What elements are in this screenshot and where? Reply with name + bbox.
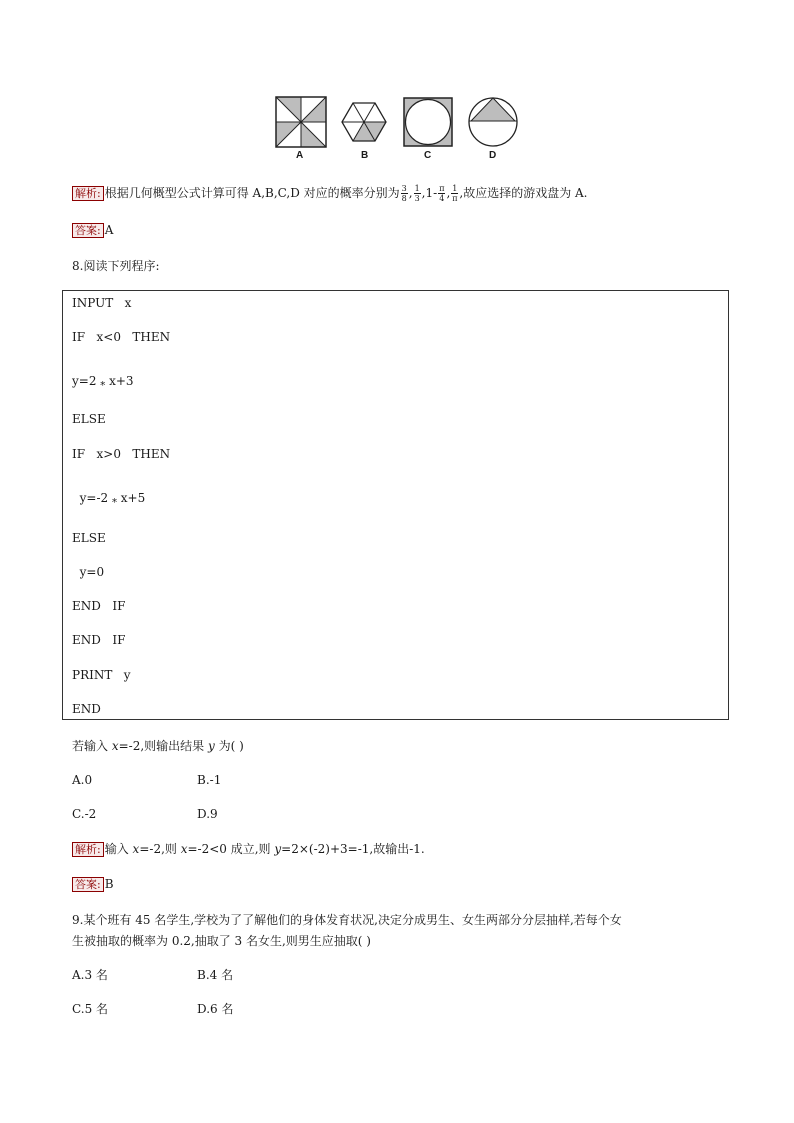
code-line: INPUT x xyxy=(72,296,132,310)
code-line: y=2 $_*$ x+3 xyxy=(72,374,134,392)
q7-answer xyxy=(72,222,113,238)
q8-answer-value: B xyxy=(104,877,114,891)
figure-label-c: C xyxy=(424,150,432,161)
q9-option-c: C.5 名 xyxy=(72,1002,109,1016)
q9-option-a: A.3 名 xyxy=(72,968,108,982)
code-line: ELSE xyxy=(72,412,106,426)
q9-stem-line-1: 9.某个班有 45 名学生,学校为了了解他们的身体发育状况,决定分成男生、女生两部分分层抽样,若每个女 xyxy=(72,913,622,927)
q7-analysis-text: 根据几何概型公式计算可得 A,B,C,D 对应的概率分别为 xyxy=(104,186,400,200)
code-line: END IF xyxy=(72,599,126,613)
code-line: END xyxy=(72,702,101,716)
figure-label-a: A xyxy=(296,150,304,161)
code-line: ELSE xyxy=(72,531,106,545)
code-line: IF x<0 THEN xyxy=(72,330,171,344)
code-box xyxy=(62,290,729,720)
q8-analysis: 解析: 输入 x=-2,则 x=-2<0 成立,则 y=2×(-2)+3=-1,故输出-1. xyxy=(72,841,425,857)
analysis-tag: 解析: xyxy=(72,842,104,857)
fraction: $\frac{\pi}{4}$ xyxy=(439,184,445,203)
fraction: $\frac{1}{3}$ xyxy=(414,184,420,203)
q8-stem: 8.阅读下列程序: xyxy=(72,259,160,273)
q8-answer xyxy=(72,876,114,892)
analysis-tag: 解析: xyxy=(72,186,104,201)
code-line: IF x>0 THEN xyxy=(72,447,171,461)
code-line: y=0 xyxy=(72,565,105,579)
q9-stem-line-2: 生被抽取的概率为 0.2,抽取了 3 名女生,则男生应抽取( ) xyxy=(72,934,371,948)
q8-option-a: A.0 xyxy=(72,773,93,787)
q8-question: 若输入 x=-2,则输出结果 y 为( ) xyxy=(72,739,244,753)
code-line: PRINT y xyxy=(72,668,131,682)
answer-tag: 答案: xyxy=(72,223,104,238)
q7-answer-value: A xyxy=(104,223,114,237)
answer-tag: 答案: xyxy=(72,877,104,892)
figure-label-d: D xyxy=(489,150,497,161)
q8-option-d: D.9 xyxy=(197,807,218,821)
code-line: END IF xyxy=(72,633,126,647)
fraction: $\frac{1}{\pi}$ xyxy=(452,184,458,203)
fraction: $\frac{3}{8}$ xyxy=(401,184,407,203)
q8-option-b: B.-1 xyxy=(197,773,222,787)
figure-a xyxy=(276,97,326,147)
figure-d xyxy=(469,98,517,146)
q9-option-d: D.6 名 xyxy=(197,1002,234,1016)
q9-option-b: B.4 名 xyxy=(197,968,234,982)
q7-analysis: 解析: 根据几何概型公式计算可得 A,B,C,D 对应的概率分别为 $\frac{3}{8}$ , $\frac{1}{3}$ ,1- $\frac{\pi}{4}$ , $\frac{1}{\pi}$ ,故应选择的游戏盘为 A. xyxy=(72,184,588,203)
figure-c xyxy=(404,98,452,146)
figure-label-b: B xyxy=(361,150,369,161)
q8-option-c: C.-2 xyxy=(72,807,97,821)
code-line: y=-2 $_*$ x+5 xyxy=(72,491,146,509)
figure-b xyxy=(342,103,386,141)
